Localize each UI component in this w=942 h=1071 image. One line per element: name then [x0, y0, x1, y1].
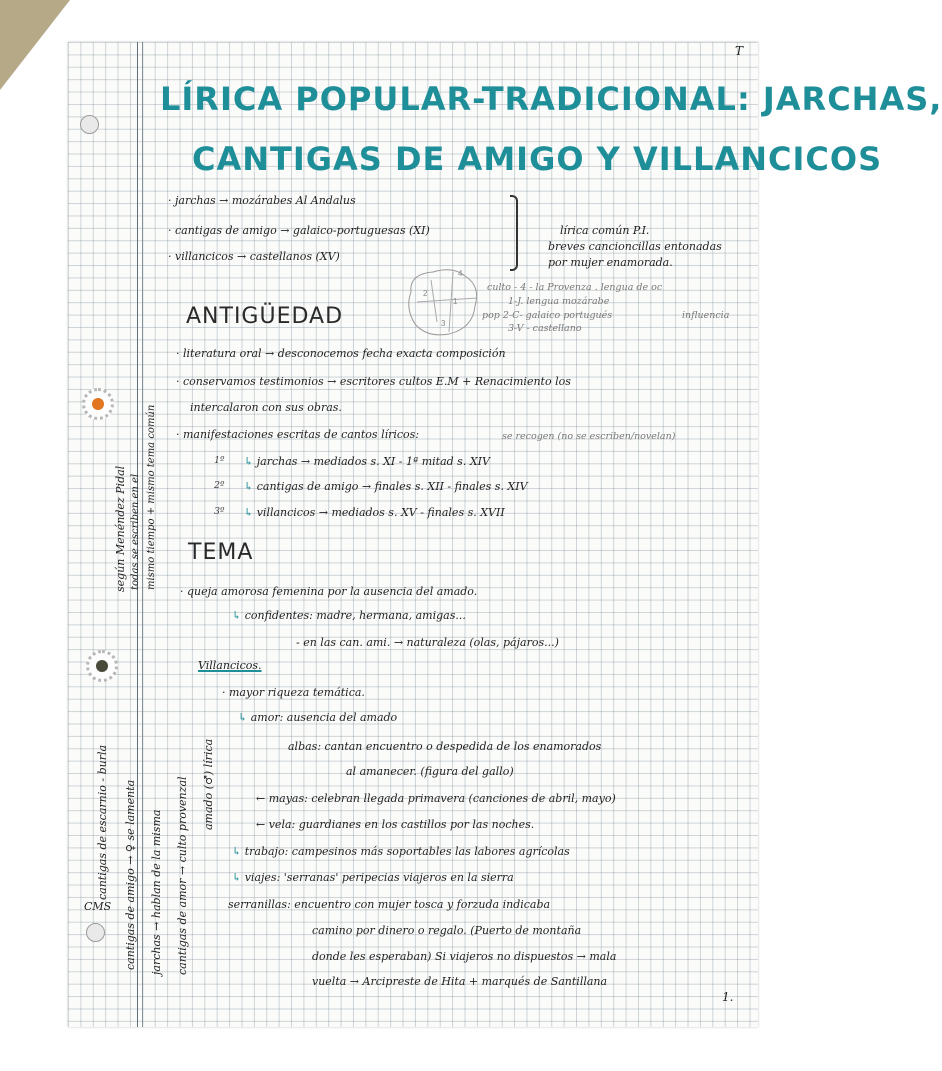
antiguedad-line-3: intercalaron con sus obras. — [190, 401, 342, 414]
margin-note-lower-4: cantigas de amor → culto provenzal — [176, 776, 189, 975]
margin-note-lower-5: amado (♂) lírica — [202, 738, 215, 830]
margin-note-lower-1: cantigas de escarnio - burla — [96, 744, 109, 900]
intro-note-line-2: breves cancioncillas entonadas — [548, 240, 722, 253]
sketch-line-1: culto - 4 - la Provenza . lengua de oc — [487, 282, 663, 293]
ring-reinforcement-dark — [86, 650, 118, 682]
sketch-label-2: 2 — [423, 289, 428, 298]
intro-note-line-3: por mujer enamorada. — [548, 256, 673, 269]
heading-antiguedad: ANTIGÜEDAD — [186, 304, 344, 329]
margin-note-upper-3: mismo tiempo + mismo tema común — [146, 404, 157, 590]
margin-note-lower-3: jarchas → hablan de la misma — [150, 809, 163, 975]
row-number-2: 2º — [214, 480, 225, 491]
intro-item-jarchas: · jarchas → mozárabes Al Andalus — [168, 194, 356, 207]
paper-corner-shadow — [0, 0, 70, 90]
tema-mayas: ← mayas: celebran llegada primavera (canciones de abril, mayo) — [256, 792, 616, 805]
row-number-3: 3º — [214, 506, 225, 517]
punch-hole-top — [80, 115, 99, 134]
row-cantigas: ↳ cantigas de amigo → finales s. XII - finales s. XIV — [244, 480, 528, 493]
antiguedad-line-2: · conservamos testimonios → escritores cultos E.M + Renacimiento los — [176, 375, 571, 388]
tema-amor: ↳ amor: ausencia del amado — [238, 711, 398, 724]
tema-albas-1: albas: cantan encuentro o despedida de los enamorados — [288, 740, 602, 753]
row-jarchas: ↳ jarchas → mediados s. XI - 1ª mitad s. XIV — [244, 455, 490, 468]
intro-note-line-1: lírica común P.I. — [560, 224, 650, 237]
antiguedad-line-1: · literatura oral → desconocemos fecha exacta composición — [176, 347, 506, 360]
page-title-line-2: CANTIGAS DE AMIGO Y VILLANCICOS — [192, 140, 883, 178]
tema-albas-2: al amanecer. (figura del gallo) — [346, 765, 514, 778]
sketch-line-2: 1-J. lengua mozárabe — [508, 296, 610, 307]
intro-item-cantigas: · cantigas de amigo → galaico-portuguesas (XI) — [168, 224, 430, 237]
tema-viajes: ↳ viajes: 'serranas' peripecias viajeros en la sierra — [232, 871, 514, 884]
tema-serranillas-2: camino por dinero o regalo. (Puerto de montaña — [312, 924, 582, 937]
peninsula-sketch — [403, 262, 488, 342]
heading-tema: TEMA — [188, 540, 254, 565]
ring-reinforcement-orange — [82, 388, 114, 420]
margin-note-upper-1: según Menéndez Pidal — [114, 465, 127, 592]
tema-trabajo: ↳ trabajo: campesinos más soportables las labores agrícolas — [232, 845, 570, 858]
top-mark: T — [735, 44, 744, 58]
intro-item-villancicos: · villancicos → castellanos (XV) — [168, 250, 340, 263]
sketch-label-3: 3 — [441, 319, 446, 328]
margin-note-upper-2: todas se escriben en el — [130, 473, 141, 590]
tema-vela: ← vela: guardianes en los castillos por las noches. — [256, 818, 535, 831]
sketch-side-note: influencia — [682, 310, 730, 321]
tema-mayor-riqueza: · mayor riqueza temática. — [222, 686, 365, 699]
intro-brace — [510, 195, 518, 271]
page-title-line-1: LÍRICA POPULAR-TRADICIONAL: JARCHAS, — [160, 80, 942, 118]
row-villancicos: ↳ villancicos → mediados s. XV - finales s. XVII — [244, 506, 505, 519]
tema-queja: · queja amorosa femenina por la ausencia del amado. — [180, 585, 478, 598]
antiguedad-line-4: · manifestaciones escritas de cantos líricos: — [176, 428, 420, 441]
margin-line-right — [142, 42, 143, 1027]
page-number: 1. — [722, 990, 734, 1004]
tema-serranillas-3: donde les esperaban) Si viajeros no dispuestos → mala — [312, 950, 617, 963]
tema-confidentes: ↳ confidentes: madre, hermana, amigas... — [232, 609, 466, 622]
tema-serranillas-1: serranillas: encuentro con mujer tosca y forzuda indicaba — [228, 898, 551, 911]
margin-note-lower-2: cantigas de amigo → ♀ se lamenta — [124, 779, 137, 970]
sketch-line-3: pop 2-C- galaico portugués — [482, 310, 613, 321]
row-number-1: 1º — [214, 455, 225, 466]
punch-hole-bottom — [86, 923, 105, 942]
tema-villancicos-label: Villancicos. — [198, 659, 262, 672]
sketch-label-1: 1 — [453, 297, 458, 306]
sketch-line-4: 3-V - castellano — [508, 323, 582, 334]
antiguedad-line-5: se recogen (no se escriben/novelan) — [502, 431, 676, 442]
sketch-label-4: 4 — [458, 269, 463, 278]
tema-serranillas-4: vuelta → Arcipreste de Hita + marqués de Santillana — [312, 975, 608, 988]
margin-note-cms: CMS — [84, 900, 112, 913]
tema-naturaleza: - en las can. ami. → naturaleza (olas, pájaros...) — [296, 636, 559, 649]
